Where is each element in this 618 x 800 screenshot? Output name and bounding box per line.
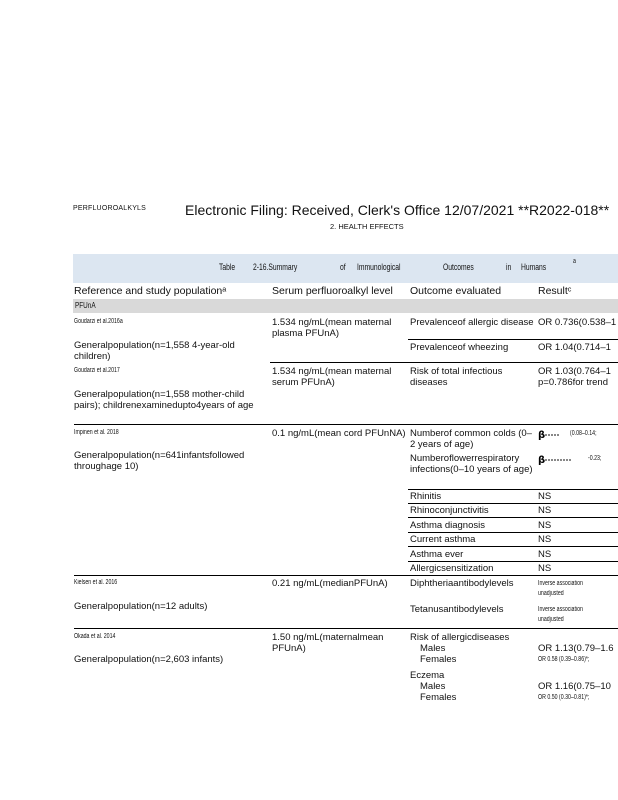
result: OR 1.13(0.79–1.6	[538, 643, 614, 654]
result: OR 1.04(0.714–1	[538, 342, 611, 353]
outcome: Current asthma	[410, 534, 476, 545]
section-label: PFUnA	[75, 301, 96, 310]
result: NS	[538, 505, 552, 516]
result: OR 0.736(0.538–1	[538, 317, 617, 328]
result: NS	[538, 520, 552, 531]
outcome: Tetanusantibodylevels	[410, 604, 504, 615]
column-header-serum: Serum perfluoroalkyl level	[272, 285, 393, 297]
outcome: Numberoflowerrespiratory infections(0–10 years of age)	[410, 453, 533, 475]
outcome: Numberof common colds (0–2 years of age)	[410, 428, 532, 450]
outcome: Prevalenceof wheezing	[410, 342, 509, 353]
result	[538, 428, 618, 442]
caption-word: Humans	[521, 262, 547, 272]
svg-text:β: β	[538, 455, 546, 466]
outcome: Risk of total infectious diseases	[410, 366, 503, 388]
population: Generalpopulation(n=641infantsfollowed throughage 10)	[74, 450, 245, 472]
population: Generalpopulation(n=2,603 infants)	[74, 654, 224, 665]
citation: Impinen et al. 2018	[74, 429, 119, 436]
column-header-reference: Reference and study populationᵃ	[74, 285, 227, 297]
result: OR 1.03(0.764–1	[538, 366, 611, 377]
citation: Kielsen et al. 2016	[74, 579, 118, 586]
row-divider	[408, 546, 618, 547]
filing-stamp: Electronic Filing: Received, Clerk's Office 12/07/2021 **R2022-018**	[185, 202, 610, 218]
outcome: Allergicsensitization	[410, 563, 494, 574]
outcome: Eczema	[410, 670, 445, 681]
result-text: (0.08–0.14;	[570, 430, 597, 437]
svg-text:β: β	[538, 430, 546, 441]
result: OR 0.58 (0.39–0.86)*;	[538, 656, 590, 663]
beta-symbol-icon	[538, 454, 578, 466]
outcome: Rhinitis	[410, 491, 442, 502]
outcome-subgroup: Females	[420, 692, 457, 703]
caption-word: Immunological	[357, 262, 401, 272]
population: Generalpopulation(n=12 adults)	[74, 601, 208, 612]
row-divider	[408, 532, 618, 533]
result: OR 0.50 (0.30–0.81)*;	[538, 694, 590, 701]
row-divider	[408, 489, 618, 490]
population: Generalpopulation(n=1,558 4-year-old children)	[74, 340, 235, 362]
row-divider	[408, 503, 618, 504]
outcome: Risk of allergicdiseases	[410, 632, 510, 643]
result: NS	[538, 534, 552, 545]
citation: Goudarzi et al.2017	[74, 367, 120, 374]
result: NS	[538, 549, 552, 560]
result: unadjusted	[538, 590, 564, 597]
serum-level: 1.50 ng/mL(maternalmean PFUnA)	[272, 632, 384, 654]
outcome: Asthma ever	[410, 549, 464, 560]
table-caption	[73, 254, 618, 283]
result: NS	[538, 563, 552, 574]
result: Inverse association	[538, 606, 583, 613]
row-divider	[270, 362, 618, 363]
citation: Okada et al. 2014	[74, 633, 116, 640]
outcome-subgroup: Females	[420, 654, 457, 665]
outcome-subgroup: Males	[420, 643, 446, 654]
row-divider	[74, 424, 618, 425]
outcome: Prevalenceof allergic disease	[410, 317, 534, 328]
outcome-subgroup: Males	[420, 681, 446, 692]
beta-symbol-icon	[538, 429, 568, 441]
row-divider	[74, 628, 618, 629]
citation: Goudarzi et al.2016a	[74, 318, 123, 325]
outcome: Asthma diagnosis	[410, 520, 485, 531]
row-divider	[408, 517, 618, 518]
section-row	[73, 299, 618, 313]
serum-level: 1.534 ng/mL(mean maternal plasma PFUnA)	[272, 317, 392, 339]
result-text: -0.23;	[588, 455, 602, 462]
outcome: Diphtheriaantibodylevels	[410, 578, 514, 589]
row-divider	[408, 339, 618, 340]
result: NS	[538, 491, 552, 502]
serum-level: 0.21 ng/mL(medianPFUnA)	[272, 578, 388, 589]
result: unadjusted	[538, 616, 564, 623]
column-header-result: Resultᶜ	[538, 285, 572, 297]
population: Generalpopulation(n=1,558 mother-child pairs); childrenexaminedupto4years of age	[74, 389, 254, 411]
caption-word: Table	[219, 262, 236, 272]
caption-word: 2-16.Summary	[253, 262, 298, 272]
caption-word: Outcomes	[443, 262, 474, 272]
running-head: PERFLUOROALKYLS	[73, 205, 147, 212]
row-divider	[74, 575, 618, 576]
result: OR 1.16(0.75–10	[538, 681, 611, 692]
chapter-heading: 2. HEALTH EFFECTS	[330, 222, 404, 231]
caption-footnote: a	[573, 258, 576, 265]
caption-word: of	[340, 262, 346, 272]
caption-word: in	[506, 262, 512, 272]
column-header-outcome: Outcome evaluated	[410, 285, 502, 297]
result: Inverse association	[538, 580, 583, 587]
result	[538, 453, 618, 467]
row-divider	[408, 561, 618, 562]
outcome: Rhinoconjunctivitis	[410, 505, 489, 516]
result: p=0.786for trend	[538, 377, 608, 388]
serum-level: 1.534 ng/mL(mean maternal serum PFUnA)	[272, 366, 392, 388]
serum-level: 0.1 ng/mL(mean cord PFUnNA)	[272, 428, 406, 439]
